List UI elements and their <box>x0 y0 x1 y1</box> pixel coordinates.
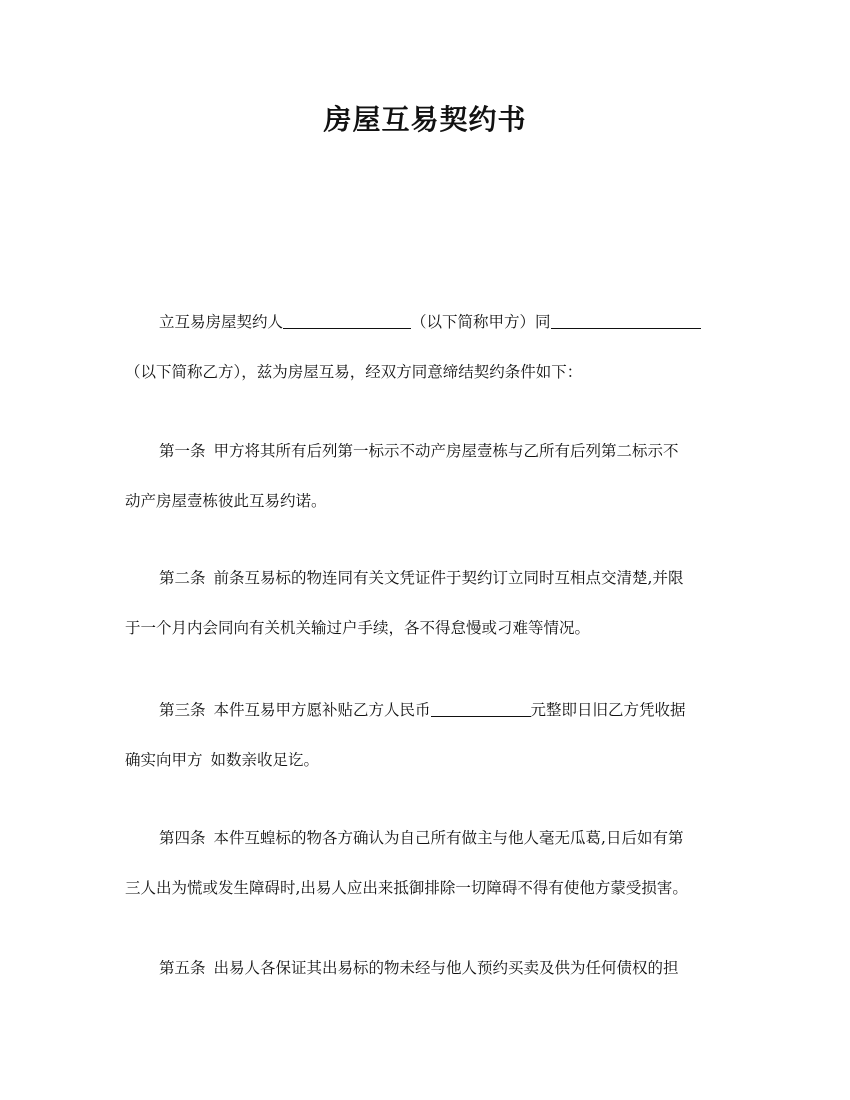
article-3-text-2a: 确实向甲方 <box>125 751 203 769</box>
article-3-label: 第三条 <box>159 701 206 719</box>
article-1-label: 第一条 <box>159 442 206 460</box>
article-2-text-1: 前条互易标的物连同有关文凭证件于契约订立同时互相点交清楚,并限 <box>213 569 684 587</box>
article-1 <box>125 426 730 526</box>
article-5 <box>125 943 730 993</box>
preamble-text-2: （以下简称甲方）同 <box>411 313 551 331</box>
article-4-line-2: 三人出为慌或发生障碍时,出易人应出来抵御排除一切障碍不得有使他方蒙受损害。 <box>125 879 688 897</box>
article-2-label: 第二条 <box>159 569 206 587</box>
article-3-line-1 <box>125 685 730 735</box>
article-5-line-1 <box>125 943 730 993</box>
article-4 <box>125 813 730 913</box>
article-3 <box>125 685 730 785</box>
article-2-line-2: 于一个月内会同向有关机关输过户手续，各不得怠慢或刁难等情况。 <box>125 619 591 637</box>
article-4-line-1 <box>125 813 730 863</box>
preamble-text-1: 立互易房屋契约人 <box>159 313 284 331</box>
article-2 <box>125 553 730 653</box>
article-1-line-2: 动产房屋壹栋彼此互易约诺。 <box>125 492 327 510</box>
amount-blank <box>431 700 531 717</box>
article-1-line-1 <box>125 426 730 476</box>
article-4-label: 第四条 <box>159 829 206 847</box>
article-1-text-1: 甲方将其所有后列第一标示不动产房屋壹栋与乙所有后列第二标示不 <box>213 442 679 460</box>
article-5-text-1: 出易人各保证其出易标的物未经与他人预约买卖及供为任何债权的担 <box>213 959 679 977</box>
article-3-text-2b: 如数亲收足讫。 <box>210 751 320 769</box>
article-3-line-2 <box>125 735 730 785</box>
article-5-label: 第五条 <box>159 959 206 977</box>
party-b-blank <box>551 312 701 329</box>
article-2-line-1 <box>125 553 730 603</box>
document-title: 房屋互易契约书 <box>323 103 527 136</box>
party-a-blank <box>283 312 411 329</box>
preamble-paragraph <box>125 297 730 397</box>
article-3-text-1a: 本件互易甲方愿补贴乙方人民币 <box>213 701 431 719</box>
preamble-line-2: （以下简称乙方），兹为房屋互易，经双方同意缔结契约条件如下： <box>125 363 583 381</box>
article-3-text-1b: 元整即日旧乙方凭收据 <box>530 701 686 719</box>
preamble-line-1 <box>125 297 730 347</box>
article-4-text-1: 本件互蝗标的物各方确认为自己所有做主与他人毫无瓜葛,日后如有第 <box>213 829 684 847</box>
